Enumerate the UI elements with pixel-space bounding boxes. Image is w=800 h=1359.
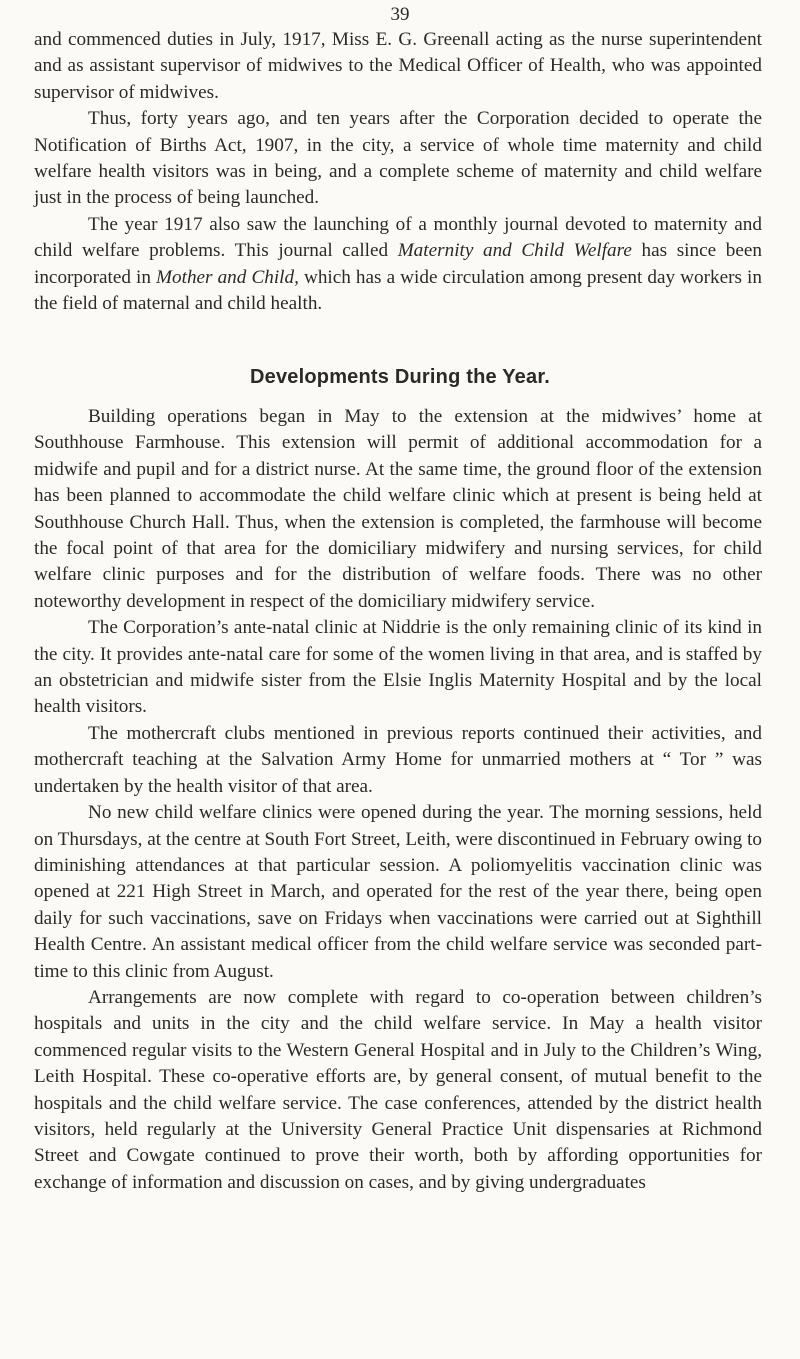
journal-text-3: which has a wide circulation among present day workers in the field of maternal and child health. — [34, 266, 762, 315]
paragraph-building-operations: Building operations began in May to the extension at the midwives’ home at Southhouse Farmhouse. This extension will permit of additional accommodation for a midwife and pupil and for a district nurse. At the same time, the ground floor of the extension has been planned to accommodate the child welfare clinic which at present is being held at Southhouse Church Hall. Thus, when the extension is completed, the farmhouse will become the focal point of that area for the domiciliary midwifery and nursing services, for child welfare clinic purposes and for the distribution of welfare foods. There was no other noteworthy development in respect of the domiciliary midwifery service. — [34, 406, 762, 612]
paragraph-hospital-cooperation: Arrangements are now complete with regard to co-operation between children’s hospitals and units in the city and the child welfare service. In May a health visitor commenced regular visits to the Western General Hospital and in July to the Children’s Wing, Leith Hospital. These co-operative efforts are, by general consent, of mutual benefit to the hospitals and the child welfare service. The case conferences, attended by the district health visitors, held regularly at the University General Practice Unit dispensaries at Richmond Street and Cowgate continued to prove their worth, both by affording opportunities for exchange of information and discussion on cases, and by giving undergraduates — [34, 986, 762, 1193]
paragraph-mothercraft-clubs: The mothercraft clubs mentioned in previous reports continued their activities, and mothercraft teaching at the Salvation Army Home for unmarried mothers at “ Tor ” was undertaken by the health visitor of that area. — [34, 722, 762, 797]
paragraph-history: Thus, forty years ago, and ten years after the Corporation decided to operate the Notification of Births Act, 1907, in the city, a service of whole time maternity and child welfare health visitors was in being, and a complete scheme of maternity and child welfare just in the process of being launched. — [34, 108, 762, 209]
paragraph-continuation: and commenced duties in July, 1917, Miss E. G. Greenall acting as the nurse superintendent and as assistant supervisor of midwives to the Medical Officer of Health, who was appointed supervisor of midwives. — [34, 29, 762, 103]
section-heading: Developments During the Year. — [250, 366, 550, 388]
paragraph-journal — [34, 212, 762, 318]
paragraph-ante-natal-clinic: The Corporation’s ante-natal clinic at Niddrie is the only remaining clinic of its kind in the city. It provides ante-natal care for some of the women living in that area, and is staffed by an obstetrician and midwife sister from the Elsie Inglis Maternity Hospital and by the local health visitors. — [34, 617, 762, 718]
journal-text-2: has since been incorporated in — [34, 240, 762, 288]
developments-text-block — [34, 404, 762, 1196]
journal-title-mother: Mother and Child, — [156, 266, 299, 288]
page-number: 39 — [390, 4, 410, 25]
journal-title-maternity: Maternity and Child Welfare — [397, 240, 632, 262]
journal-text-1: The year 1917 also saw the launching of a monthly journal devoted to maternity and child welfare problems. This journal called — [34, 213, 762, 262]
paragraph-clinics: No new child welfare clinics were opened during the year. The morning sessions, held on Thursdays, at the centre at South Fort Street, Leith, were discontinued in February owing to diminishing attendances at that particular session. A poliomyelitis vaccination clinic was opened at 221 High Street in March, and operated for the rest of the year there, being open daily for such vaccinations, save on Fridays when vaccinations were carried out at Sighthill Health Centre. An assistant medical officer from the child welfare service was seconded part-time to this clinic from August. — [34, 802, 762, 982]
intro-text-block — [34, 27, 762, 317]
